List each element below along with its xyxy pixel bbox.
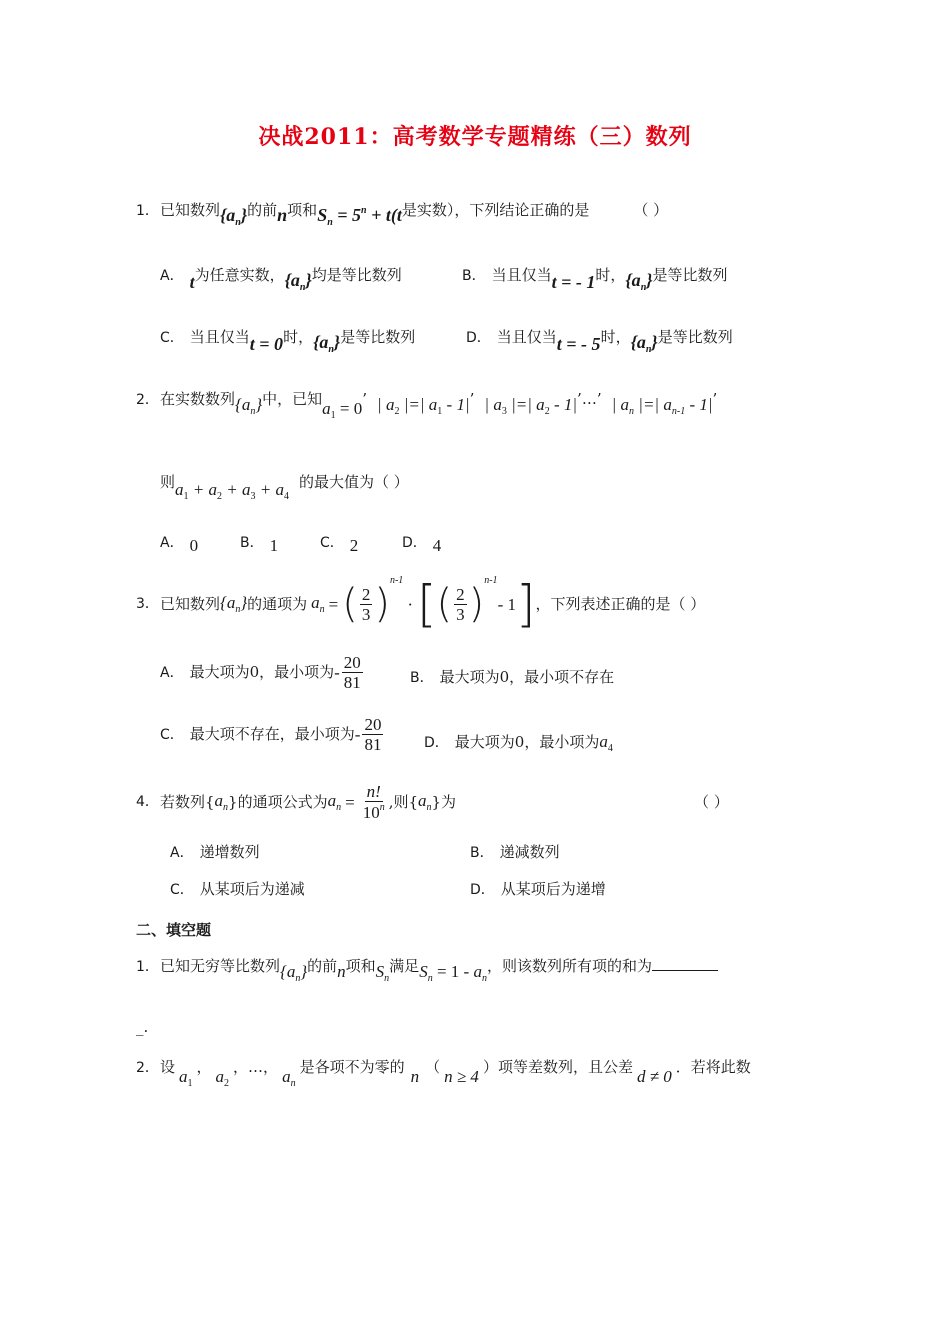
q2-option-a[interactable]: A． 0 [160, 535, 199, 555]
fill-in-question-2: 2．设 $a_1$， $a_2$，…， $a_n$是各项不为零的 n （ n ≥ 4 ）项等差数列，且公差 d ≠ 0 ．若将此数 [136, 1058, 751, 1089]
page-title: 决战2011：高考数学专题精练（三）数列 [258, 124, 692, 150]
q4-option-c[interactable]: C． 从某项后为递减 [170, 880, 305, 898]
fill-in-question-1: 1．已知无穷等比数列$\{a_n\}$的前n项和$S_n$满足$S_n = 1 - a_n$，则该数列所有项的和为 [136, 956, 718, 984]
question-2: 2．在实数数列$\{a_n\}$中，已知$a_1 = 0$’ | $a_2$ |=| $a_1 - 1|$’ | $a_3$ |=| $a_2$ - 1|’…’ | $a_n$ |=| $a_{n-1} - 1|$’ [136, 390, 718, 421]
q4-option-d[interactable]: D． 从某项后为递增 [470, 880, 606, 898]
fraction-n-factorial: $\frac{n!}{10^n}$ [362, 782, 385, 822]
question-3: 3． 已知数列 $\{a_n\}$ 的通项为 $a_n$ = ( $\frac{2}{3}$ ) n-1 · [ ( $\frac{2}{3}$ ) n-1 - 1 ] ，下列表述正确的是（ ） [136, 575, 706, 633]
answer-blank[interactable] [652, 956, 718, 971]
q1-option-a[interactable]: A． t为任意实数，$\{a_n\}$均是等比数列 [160, 266, 402, 293]
q1-option-d[interactable]: D． 当且仅当t = - 5时，$\{a_n\}$是等比数列 [466, 328, 733, 355]
question-4: 4． 若数列{ $a_n$ }的通项公式为 $a_n$ = $\frac{n!}{10^n}$ ,则{ $a_n$ }为 （ ） [136, 782, 729, 822]
fraction-two-thirds: $\frac{2}{3}$ [361, 584, 371, 624]
q4-option-b[interactable]: B． 递减数列 [470, 843, 560, 861]
q4-option-a[interactable]: A． 递增数列 [170, 843, 260, 861]
fill-in-question-1-tail: _. [136, 1018, 149, 1036]
q3-option-c[interactable]: C． 最大项不存在，最小项为 - $\frac{20}{81}$ [160, 715, 382, 754]
section-heading-fill-in: 二、填空题 [136, 921, 212, 939]
q1-option-b[interactable]: B． 当且仅当t = - 1时，$\{a_n\}$是等比数列 [462, 266, 728, 293]
q3-option-d[interactable]: D． 最大项为0，最小项为$a_4$ [424, 732, 613, 754]
q2-option-d[interactable]: D． 4 [402, 535, 442, 555]
q2-option-b[interactable]: B． 1 [240, 535, 279, 555]
question-1: 1．已知数列$\{a_n\}$的前n项和$S_n = 5^n + t(t$是实数），下列结论正确的是 （ ） [136, 201, 669, 228]
q1-option-c[interactable]: C． 当且仅当t = 0时，$\{a_n\}$是等比数列 [160, 328, 416, 355]
fraction-two-thirds-inner: $\frac{2}{3}$ [456, 584, 465, 624]
q2-option-c[interactable]: C． 2 [320, 535, 359, 555]
q3-option-a[interactable]: A． 最大项为0，最小项为 - $\frac{20}{81}$ [160, 653, 361, 692]
q3-option-b[interactable]: B． 最大项为0，最小项不存在 [410, 668, 615, 686]
question-2-sum-line: 则$a_1 + a_2 + a_3 + a_4$的最大值为（ ） [160, 473, 409, 502]
